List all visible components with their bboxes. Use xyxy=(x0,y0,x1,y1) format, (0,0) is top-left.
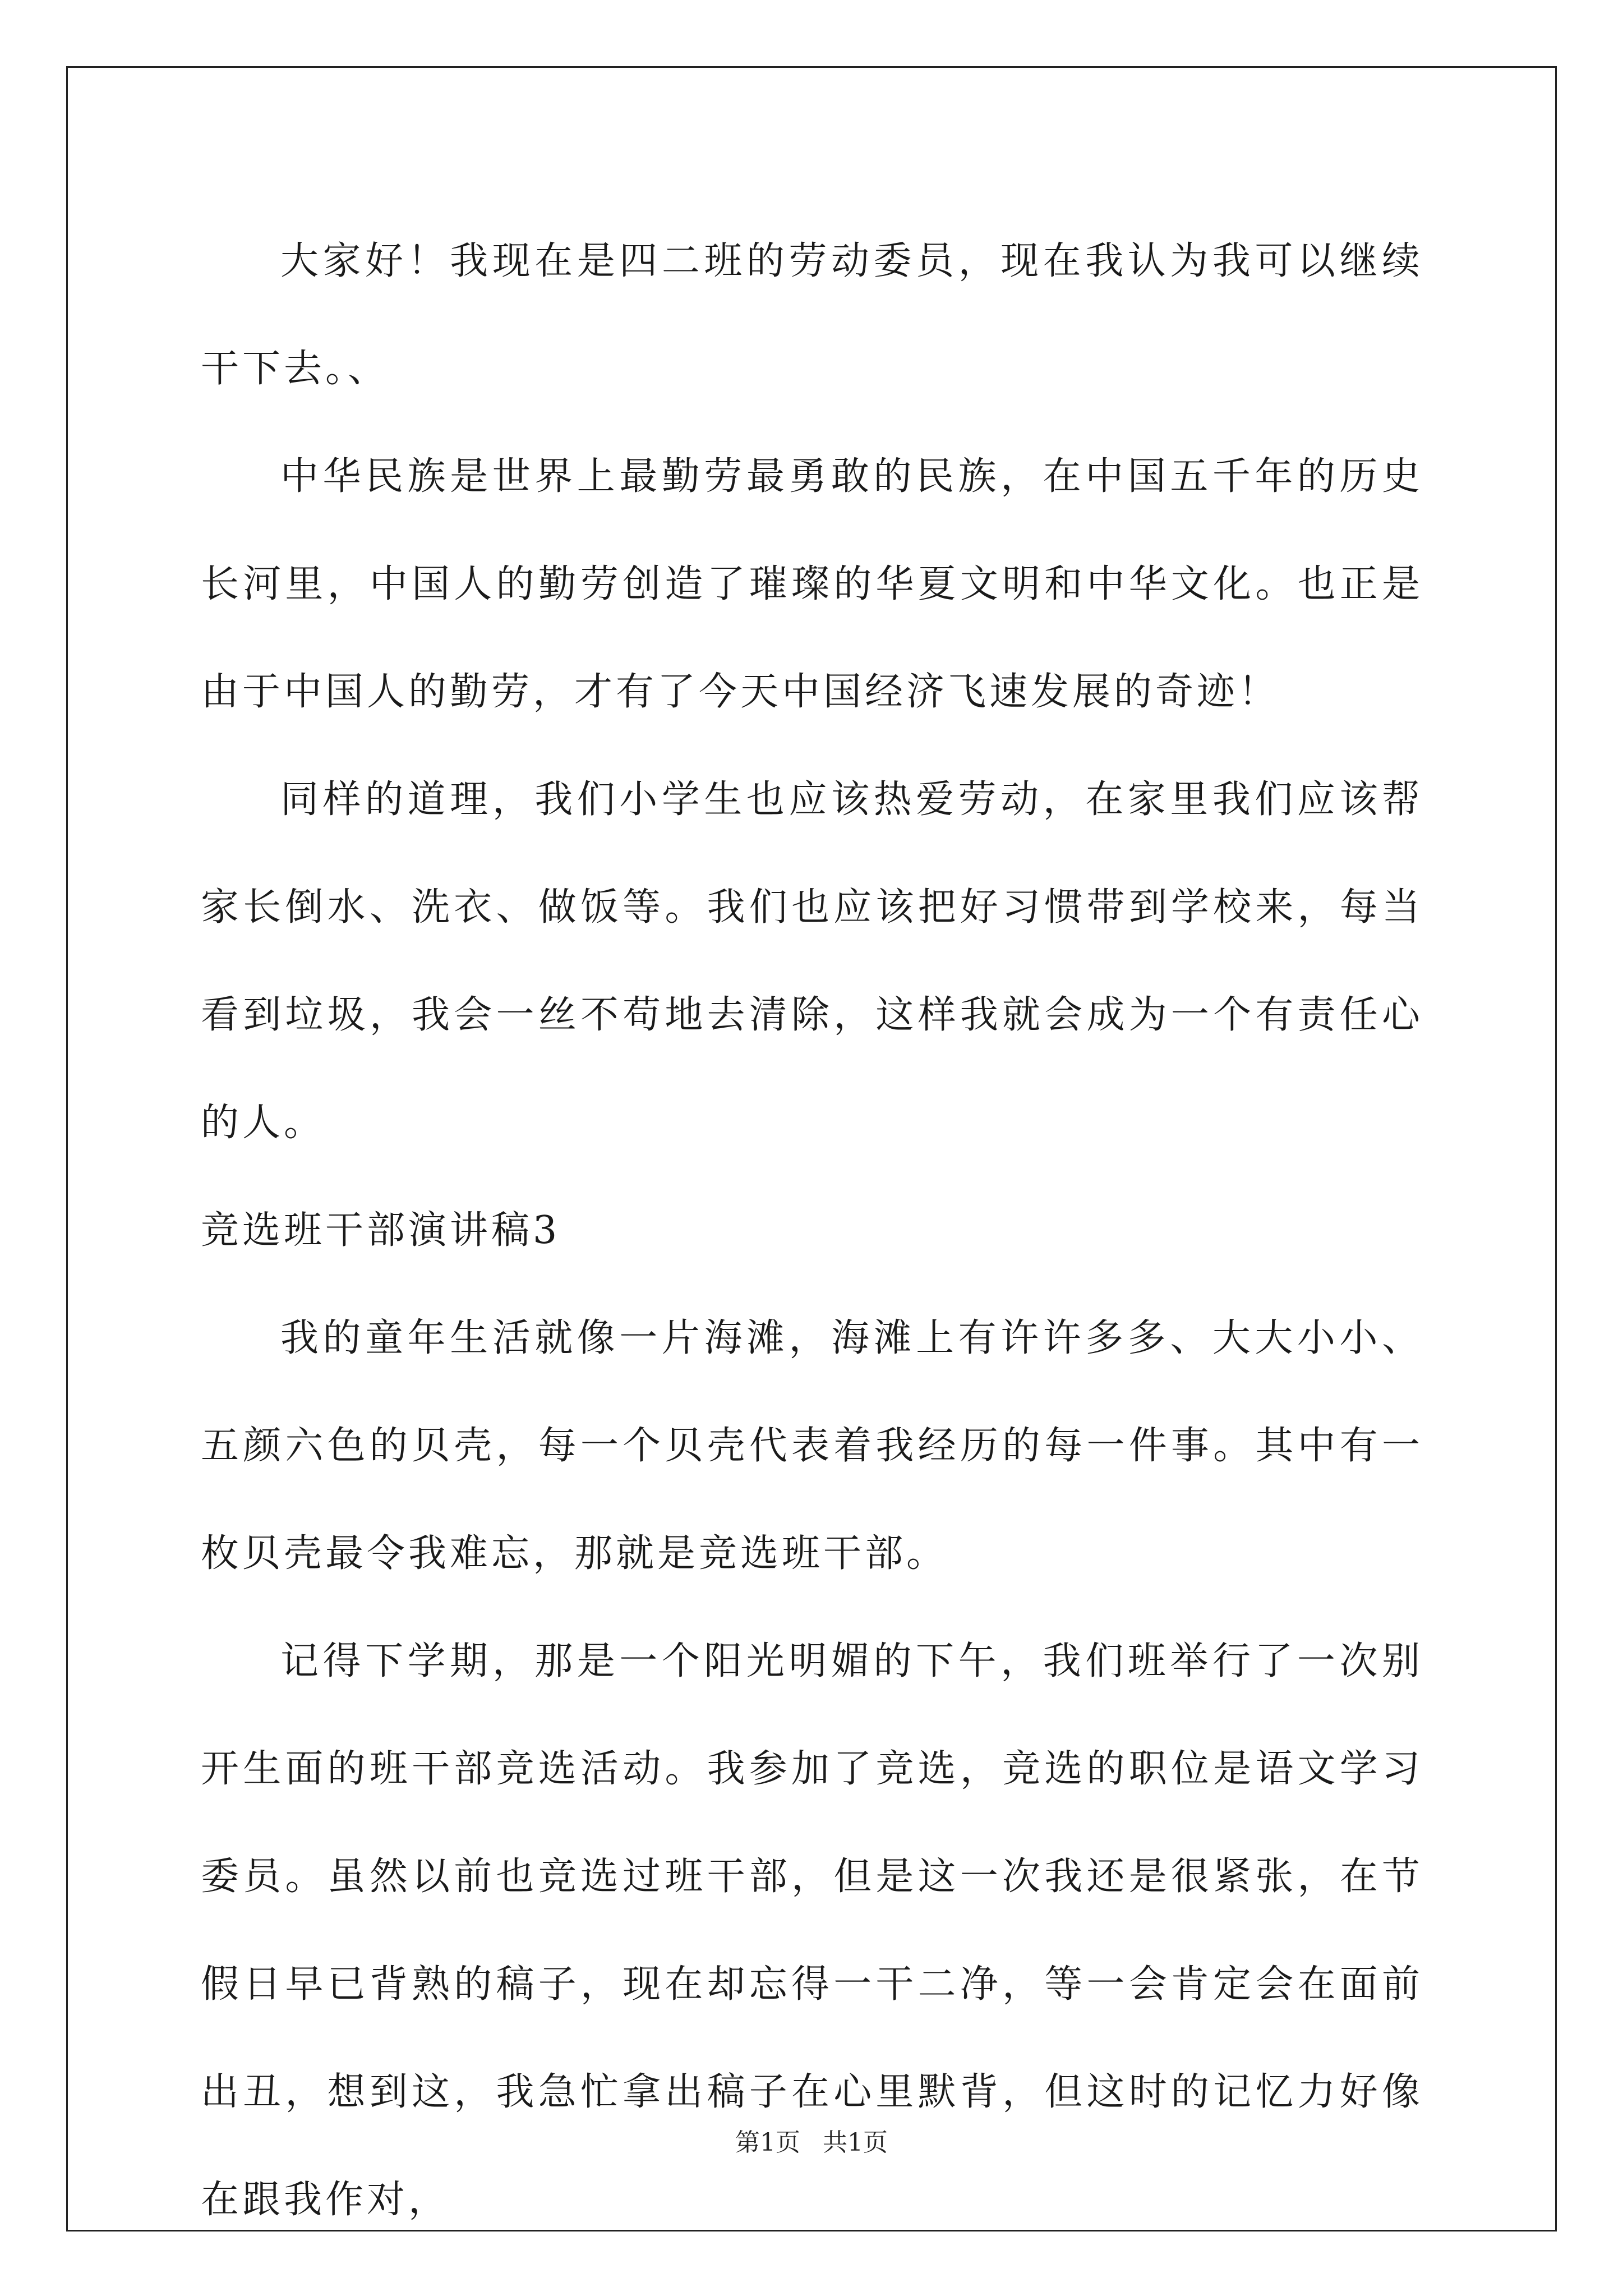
paragraph-4: 我的童年生活就像一片海滩，海滩上有许许多多、大大小小、五颜六色的贝壳，每一个贝壳代表着我经历的每一件事。其中有一枚贝壳最令我难忘，那就是竞选班干部。 xyxy=(201,1316,1423,1576)
paragraph-2: 中华民族是世界上最勤劳最勇敢的民族，在中国五千年的历史长河里，中国人的勤劳创造了璀璨的华夏文明和中华文化。也正是由于中国人的勤劳，才有了今天中国经济飞速发展的奇迹！ xyxy=(201,454,1423,714)
page-footer xyxy=(0,2126,1623,2160)
paragraph-5: 记得下学期，那是一个阳光明媚的下午，我们班举行了一次别开生面的班干部竞选活动。我参加了竞选，竞选的职位是语文学习委员。虽然以前也竞选过班干部，但是这一次我还是很紧张，在节假日早已背熟的稿子，现在却忘得一干二净，等一会肯定会在面前出丑，想到这，我急忙拿出稿子在心里默背，但这时的记忆力好像在跟我作对， xyxy=(201,1639,1423,2222)
document-body xyxy=(201,208,1423,2254)
page-number: 第1页 xyxy=(735,2128,800,2157)
paragraph-1: 大家好！我现在是四二班的劳动委员，现在我认为我可以继续干下去。、 xyxy=(201,239,1423,391)
paragraph-3: 同样的道理，我们小学生也应该热爱劳动，在家里我们应该帮家长倒水、洗衣、做饭等。我们也应该把好习惯带到学校来，每当看到垃圾，我会一丝不苟地去清除，这样我就会成为一个有责任心的人。 xyxy=(201,777,1423,1145)
page-total: 共1页 xyxy=(823,2128,888,2157)
section-heading: 竞选班干部演讲稿3 xyxy=(201,1208,561,1253)
